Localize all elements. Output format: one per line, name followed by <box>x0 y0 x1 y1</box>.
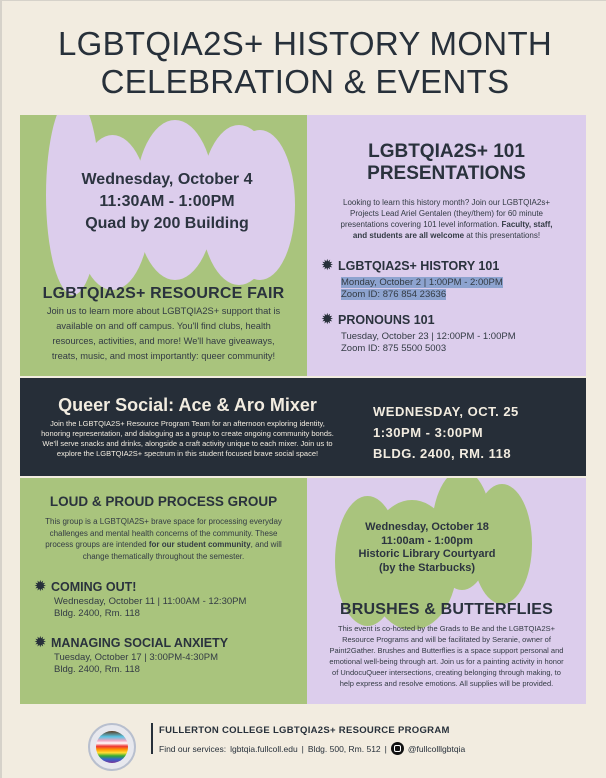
title-line-1: LGBTQIA2S+ HISTORY MONTH <box>57 25 553 62</box>
text-line <box>307 219 586 230</box>
item-location: Bldg. 2400, Rm. 118 <box>54 608 140 619</box>
starburst-icon: ✹ <box>34 634 47 651</box>
resource-fair-description <box>20 304 307 364</box>
item-datetime: Tuesday, October 23 | 12:00PM - 1:00PM <box>341 331 516 342</box>
text-line: change thematically throughout the semester. <box>82 551 245 561</box>
text-bold: and students are all welcome <box>352 231 465 240</box>
starburst-icon: ✹ <box>34 578 47 595</box>
title-line: LGBTQIA2S+ 101 <box>368 141 525 162</box>
queer-social-description <box>20 419 355 459</box>
brushes-description <box>307 623 586 689</box>
event-date: Wednesday, October 4 <box>81 171 253 188</box>
services-label: Find our services: <box>159 743 227 754</box>
office-location: Bldg. 500, Rm. 512 <box>307 743 381 754</box>
presentations-title <box>307 141 586 185</box>
text-line: Paint2Gather. Brushes and Butterflies is a space support personal and <box>329 646 564 655</box>
resource-fair-title: LGBTQIA2S+ RESOURCE FAIR <box>42 285 285 302</box>
text-line: honoring representation, and dialoguing as a group to create ongoing community bonds. <box>41 429 334 438</box>
text-line: explore the LGBTQIA2S+ spectrum in this student focused brave social space! <box>56 449 319 458</box>
text-line: emotional well-being through art. Join us for a painting activity in honor <box>329 657 564 666</box>
presentation-item <box>321 311 516 355</box>
title-line: PRESENTATIONS <box>367 163 526 184</box>
instagram-handle[interactable]: @fullcolllgbtqia <box>407 743 466 754</box>
title-line-2: CELEBRATION & EVENTS <box>100 63 510 100</box>
presentation-item <box>321 257 503 301</box>
item-zoom-id[interactable]: Zoom ID: 876 854 23636 <box>341 289 447 300</box>
text-line: help express and resolve emotions. All supplies will be provided. <box>339 679 554 688</box>
text-span: , and will <box>250 540 282 549</box>
text-line: Join the LGBTQIA2S+ Resource Program Team for an afternoon exploring identity, <box>50 419 325 428</box>
pride-flag-emblem <box>96 731 128 763</box>
text-line: We'll serve snacks and drinks, alongside a craft activity unique to each mixer. Join us to <box>42 439 333 448</box>
starburst-icon: ✹ <box>321 311 334 328</box>
separator: | <box>301 743 304 754</box>
item-datetime: Wednesday, October 11 | 11:00AM - 12:30PM <box>54 596 247 607</box>
text-line: challenges and mental health concerns of the community. These <box>49 528 278 538</box>
item-title: PRONOUNS 101 <box>338 313 435 327</box>
item-zoom-id: Zoom ID: 875 5500 5003 <box>341 343 447 354</box>
footer-divider <box>151 723 153 754</box>
process-group-item <box>34 634 228 676</box>
event-time: 1:30PM - 3:00PM <box>373 425 484 440</box>
event-date: Wednesday, October 18 <box>365 521 489 533</box>
event-location: BLDG. 2400, RM. 118 <box>373 446 512 461</box>
brushes-title: BRUSHES & BUTTERFLIES <box>339 601 554 618</box>
event-time: 11:30AM - 1:00PM <box>99 193 235 210</box>
text-line: This event is co-hosted by the Grads to Be and the LGBTQIA2S+ <box>338 624 555 633</box>
footer-org-name: FULLERTON COLLEGE LGBTQIA2S+ RESOURCE PROGRAM <box>159 725 450 736</box>
event-location-note: (by the Starbucks) <box>379 561 475 574</box>
text-line: of UndocuQueer intersections, creating belonging through making, to <box>332 668 561 677</box>
separator: | <box>384 743 387 754</box>
text-line: resources, activities, and more! We'll have giveaways, <box>52 336 275 346</box>
page-title <box>2 25 606 101</box>
footer-services <box>159 742 465 755</box>
text-line: treats, music, and most importantly: queer community! <box>51 351 276 361</box>
queer-social-when <box>373 401 519 464</box>
queer-social-title: Queer Social: Ace & Aro Mixer <box>58 395 317 415</box>
process-group-description <box>20 516 307 562</box>
item-datetime: Tuesday, October 17 | 3:00PM-4:30PM <box>54 652 219 663</box>
college-seal-logo <box>88 723 136 771</box>
brushes-when <box>332 521 522 575</box>
text-line <box>20 539 307 551</box>
item-title: MANAGING SOCIAL ANXIETY <box>51 636 229 650</box>
text-line: Resource Programs and will be facilitated by Seranie, owner of <box>342 635 551 644</box>
text-line: Looking to learn this history month? Join our LGBTQIA2s+ <box>343 198 550 207</box>
event-date: WEDNESDAY, OCT. 25 <box>373 404 519 419</box>
text-span: at this presentations! <box>464 231 541 240</box>
text-line: available on and off campus. You'll find clubs, health <box>56 321 271 331</box>
process-group-title: LOUD & PROUD PROCESS GROUP <box>49 494 278 509</box>
event-time: 11:00am - 1:00pm <box>381 534 473 547</box>
text-span: presentations covering 101 level information. <box>340 220 500 229</box>
text-bold: Faculty, staff, <box>501 220 553 229</box>
event-location: Quad by 200 Building <box>85 215 249 232</box>
text-line: Join us to learn more about LGBTQIA2S+ support that is <box>46 306 281 316</box>
item-datetime[interactable]: Monday, October 2 | 1:00PM - 2:00PM <box>341 277 503 288</box>
text-line: This group is a LGBTQIA2S+ brave space for processing everyday <box>45 517 282 526</box>
item-title: COMING OUT! <box>51 580 137 594</box>
item-location: Bldg. 2400, Rm. 118 <box>54 664 140 675</box>
item-title: LGBTQIA2S+ HISTORY 101 <box>338 259 500 273</box>
event-location: Historic Library Courtyard <box>358 548 496 560</box>
text-span: process groups are intended <box>45 540 149 549</box>
presentations-description <box>307 197 586 241</box>
text-bold: for our student community <box>148 540 251 549</box>
starburst-icon: ✹ <box>321 257 334 274</box>
website-link[interactable]: lgbtqia.fullcoll.edu <box>230 743 298 754</box>
instagram-icon <box>391 742 404 755</box>
text-line: Projects Lead Ariel Gentalen (they/them) for 60 minute <box>350 209 543 218</box>
process-group-item <box>34 578 246 620</box>
resource-fair-when <box>42 169 292 235</box>
text-line <box>307 230 586 241</box>
